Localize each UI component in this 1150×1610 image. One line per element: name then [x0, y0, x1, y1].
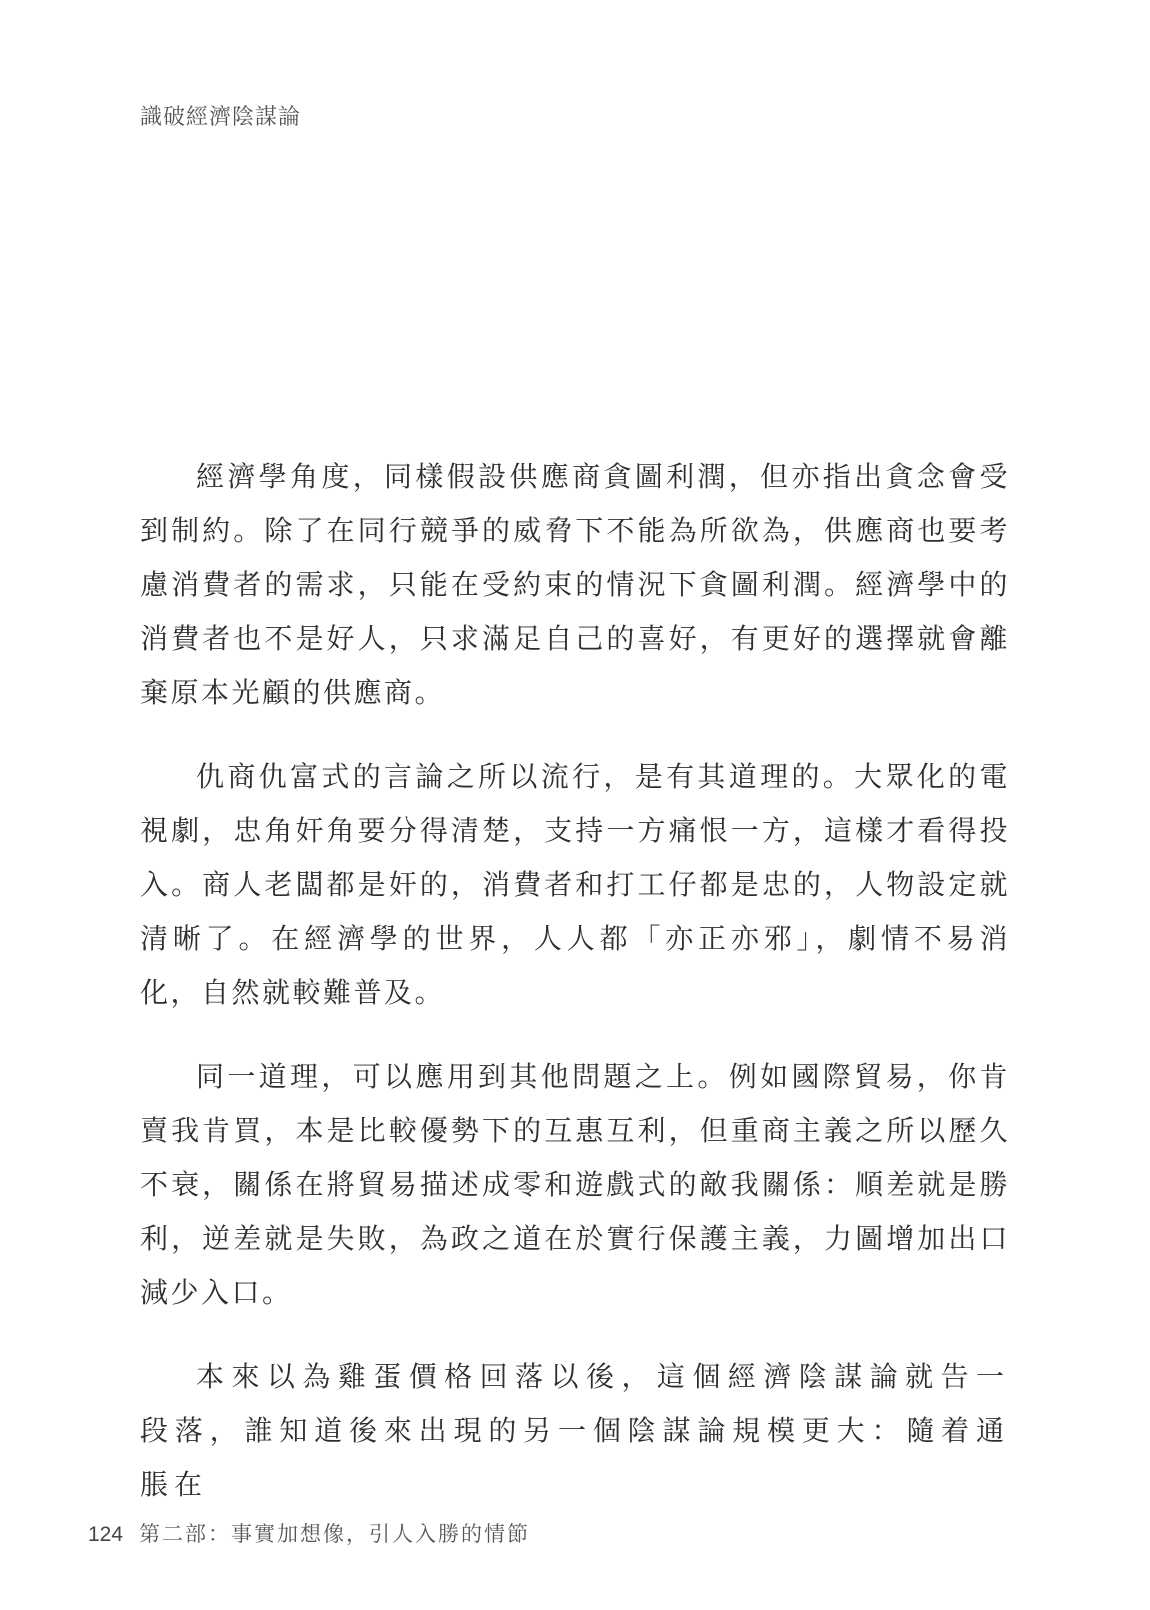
body-text: [140, 450, 1010, 1542]
footer-section-title: 第二部：事實加想像，引人入勝的情節: [139, 1522, 531, 1546]
page-number: 124: [88, 1523, 124, 1546]
paragraph: 經濟學角度，同樣假設供應商貪圖利潤，但亦指出貪念會受到制約。除了在同行競爭的威脅下不能為所欲為，供應商也要考慮消費者的需求，只能在受約束的情況下貪圖利潤。經濟學中的消費者也不是好人，只求滿足自己的喜好，有更好的選擇就會離棄原本光顧的供應商。: [140, 460, 1010, 709]
paragraph: 同一道理，可以應用到其他問題之上。例如國際貿易，你肯賣我肯買，本是比較優勢下的互惠互利，但重商主義之所以歷久不衰，關係在將貿易描述成零和遊戲式的敵我關係：順差就是勝利，逆差就是失敗，為政之道在於實行保護主義，力圖增加出口減少入口。: [140, 1060, 1010, 1309]
paragraph: 仇商仇富式的言論之所以流行，是有其道理的。大眾化的電視劇，忠角奸角要分得清楚，支持一方痛恨一方，這樣才看得投入。商人老闆都是奸的，消費者和打工仔都是忠的，人物設定就清晰了。在經濟學的世界，人人都「亦正亦邪」，劇情不易消化，自然就較難普及。: [140, 760, 1010, 1009]
page-footer: [88, 1518, 530, 1548]
paragraph: 本來以為雞蛋價格回落以後，這個經濟陰謀論就告一段落，誰知道後來出現的另一個陰謀論規模更大：隨着通脹在: [140, 1360, 1010, 1501]
running-header-title: 識破經濟陰謀論: [140, 105, 302, 130]
